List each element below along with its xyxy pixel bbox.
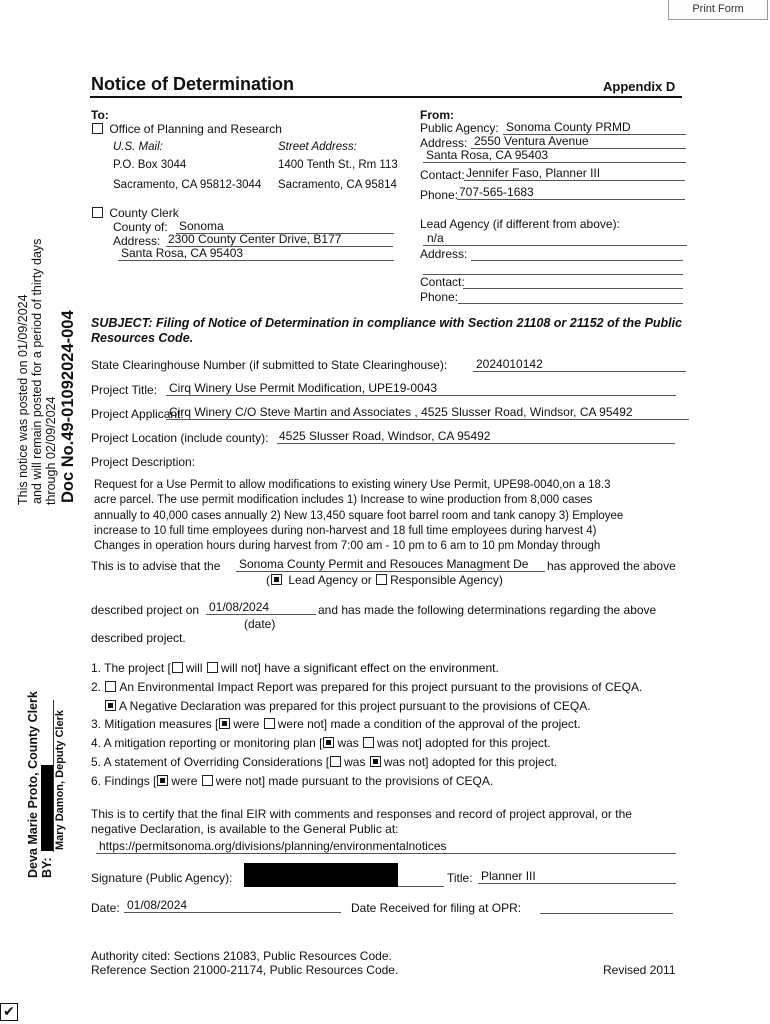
street: 1400 Tenth St., Rm 113: [278, 159, 398, 171]
page-title: Notice of Determination: [91, 74, 295, 94]
posting-stamp-line3: through 02/09/2024: [44, 396, 58, 505]
from-label: From:: [420, 108, 454, 122]
us-mail-label: U.S. Mail:: [113, 141, 163, 153]
determination-6: 6. Findings [ were were not] made pursuant to the provisions of CEQA.: [91, 774, 494, 788]
by-label: BY:: [40, 857, 54, 878]
authority-cited: Authority cited: Sections 21083, Public Resources Code.: [91, 949, 392, 963]
eir-checkbox[interactable]: [105, 681, 116, 692]
contact-field[interactable]: Jennifer Faso, Planner III: [464, 166, 685, 181]
monitoring-was-checkbox[interactable]: [323, 737, 334, 748]
lead-agency-field[interactable]: n/a: [423, 231, 687, 246]
county-clerk-option: County Clerk: [91, 206, 179, 220]
lead-phone-label: Phone:: [420, 290, 459, 304]
posting-stamp-line2: and will remain posted for a period of thirty days: [30, 238, 44, 504]
responsible-agency-checkbox[interactable]: [376, 574, 387, 585]
county-of-field[interactable]: Sonoma: [176, 219, 394, 234]
availability-url-field[interactable]: https://permitsonoma.org/divisions/planning/environmentalnotices: [96, 839, 676, 854]
from-address-line2[interactable]: Santa Rosa, CA 95403: [423, 148, 686, 163]
signature-label: Signature (Public Agency):: [91, 871, 233, 885]
determination-4: 4. A mitigation reporting or monitoring plan [ was was not] adopted for this project.: [91, 736, 551, 750]
project-applicant-label: Project Applicant:: [91, 407, 184, 421]
determination-2b: A Negative Declaration was prepared for this project pursuant to the provisions of CEQA.: [104, 699, 591, 713]
from-address-line1[interactable]: 2550 Ventura Avenue: [471, 134, 686, 149]
phone-field[interactable]: 707-565-1683: [457, 185, 685, 200]
certify-line1: This is to certify that the final EIR with comments and responses and record of project approval, or the: [91, 807, 632, 821]
opr-received-field[interactable]: [540, 899, 673, 914]
signature-redaction: [244, 863, 398, 887]
opr-option: Office of Planning and Research: [91, 122, 282, 136]
header-rule: [90, 96, 682, 98]
county-address-line1[interactable]: 2300 County Center Drive, B177: [166, 232, 393, 247]
description-line: increase to 10 full time employees during non-harvest and 18 full time employees during harvest 4): [94, 524, 597, 537]
appendix-label: Appendix D: [603, 79, 676, 94]
findings-were-checkbox[interactable]: [157, 775, 168, 786]
project-location-field[interactable]: 4525 Slusser Road, Windsor, CA 95492: [277, 429, 675, 444]
lead-contact-label: Contact:: [420, 275, 465, 289]
city-mail: Sacramento, CA 95812-3044: [113, 179, 262, 191]
revised-label: Revised 2011: [603, 963, 676, 977]
approval-date-field[interactable]: 01/08/2024: [206, 600, 316, 615]
lead-contact-field[interactable]: [463, 274, 683, 289]
findings-were-not-checkbox[interactable]: [202, 775, 213, 786]
deputy-clerk-stamp: Mary Damon, Deputy Clerk: [54, 710, 66, 850]
project-location-label: Project Location (include county):: [91, 431, 269, 445]
corner-checkbox[interactable]: ✔: [0, 1003, 18, 1021]
subject: SUBJECT: Filing of Notice of Determination in compliance with Section 21108 or 21152 of the Public Resources Code.: [91, 316, 683, 345]
date-label: Date:: [91, 901, 120, 915]
agency-type-options: ( Lead Agency or Responsible Agency): [266, 573, 503, 587]
lead-address-line1[interactable]: [471, 246, 683, 261]
to-label: To:: [91, 108, 109, 122]
signature-field[interactable]: [244, 867, 444, 887]
city-street: Sacramento, CA 95814: [278, 179, 397, 191]
determination-1: 1. The project [ will will not] have a significant effect on the environment.: [91, 661, 499, 675]
lead-phone-field[interactable]: [458, 289, 683, 304]
lead-agency-checkbox[interactable]: [271, 574, 282, 585]
described-suffix: and has made the following determinations regarding the above: [318, 603, 657, 617]
project-title-label: Project Title:: [91, 383, 158, 397]
county-of-label: County of:: [113, 220, 168, 234]
county-clerk-checkbox[interactable]: [92, 207, 103, 218]
posting-stamp-line1: This notice was posted on 01/09/2024: [16, 294, 30, 505]
clearinghouse-label: State Clearinghouse Number (if submitted to State Clearinghouse):: [91, 358, 448, 372]
certify-line2: negative Declaration, is available to the General Public at:: [91, 822, 399, 836]
document-number: Doc No.49-01092024-004: [59, 310, 77, 503]
clearinghouse-field[interactable]: 2024010142: [473, 357, 686, 372]
will-not-checkbox[interactable]: [207, 662, 218, 673]
county-clerk-stamp: Deva Marie Proto, County Clerk: [26, 691, 40, 878]
will-checkbox[interactable]: [172, 662, 183, 673]
description-line: Request for a Use Permit to allow modifications to existing winery Use Permit, UPE98-0040,on a 18.3: [94, 479, 611, 491]
description-line: annually to 40,000 cases annually 2) New 13,450 square foot barrel room and tank canopy 3) Employee: [94, 509, 624, 522]
description-line: Changes in operation hours during harvest from 7:00 am - 10 pm to 6 am to 10 pm Monday through: [94, 540, 601, 552]
project-title-field[interactable]: Cirq Winery Use Permit Modification, UPE19-0043: [166, 381, 676, 396]
title-field[interactable]: Planner III: [478, 869, 676, 884]
signature-date-field[interactable]: 01/08/2024: [124, 898, 341, 913]
received-label: Date Received for filing at OPR:: [351, 901, 522, 915]
description-line: acre parcel. The use permit modification includes 1) Increase to wine production from 8,000 cases: [94, 494, 593, 507]
determination-5: 5. A statement of Overriding Considerations [ was was not] adopted for this project.: [91, 755, 558, 769]
public-agency-label: Public Agency:: [420, 121, 499, 135]
advise-suffix: has approved the above: [547, 559, 676, 573]
project-description-field[interactable]: [94, 478, 694, 552]
mitigation-were-not-checkbox[interactable]: [264, 718, 275, 729]
project-description-label: Project Description:: [91, 455, 196, 469]
lead-agency-label: Lead Agency (if different from above):: [420, 217, 620, 231]
overriding-was-not-checkbox[interactable]: [370, 756, 381, 767]
clerk-signature-redaction: [41, 765, 53, 851]
advising-agency-field[interactable]: Sonoma County Permit and Resouces Managment De: [236, 557, 545, 572]
public-agency-field[interactable]: Sonoma County PRMD: [503, 120, 686, 135]
lead-address-line2[interactable]: [423, 260, 683, 275]
from-address-label: Address:: [420, 136, 468, 150]
phone-label: Phone:: [420, 188, 459, 202]
reference-section: Reference Section 21000-21174, Public Resources Code.: [91, 963, 399, 977]
print-form-button[interactable]: Print Form: [668, 0, 768, 20]
lead-address-label: Address:: [420, 247, 468, 261]
po-box: P.O. Box 3044: [113, 159, 187, 171]
opr-checkbox[interactable]: [92, 123, 103, 134]
county-address-line2[interactable]: Santa Rosa, CA 95403: [118, 246, 394, 261]
contact-label: Contact:: [420, 168, 465, 182]
mitigation-were-checkbox[interactable]: [219, 718, 230, 729]
project-applicant-field[interactable]: Cirq Winery C/O Steve Martin and Associates , 4525 Slusser Road, Windsor, CA 95492: [166, 405, 689, 420]
overriding-was-checkbox[interactable]: [330, 756, 341, 767]
date-caption: (date): [244, 617, 276, 631]
advise-prefix: This is to advise that the: [91, 559, 221, 573]
described-prefix: described project on: [91, 603, 200, 617]
determination-2: 2. An Environmental Impact Report was prepared for this project pursuant to the provisions of CEQA.: [91, 680, 643, 694]
determination-3: 3. Mitigation measures [ were were not] made a condition of the approval of the project.: [91, 717, 581, 731]
monitoring-was-not-checkbox[interactable]: [363, 737, 374, 748]
county-address-label: Address:: [113, 234, 161, 248]
described-line2: described project.: [91, 631, 186, 645]
title-label: Title:: [447, 871, 473, 885]
negative-declaration-checkbox[interactable]: [105, 700, 116, 711]
street-address-label: Street Address:: [278, 141, 357, 153]
